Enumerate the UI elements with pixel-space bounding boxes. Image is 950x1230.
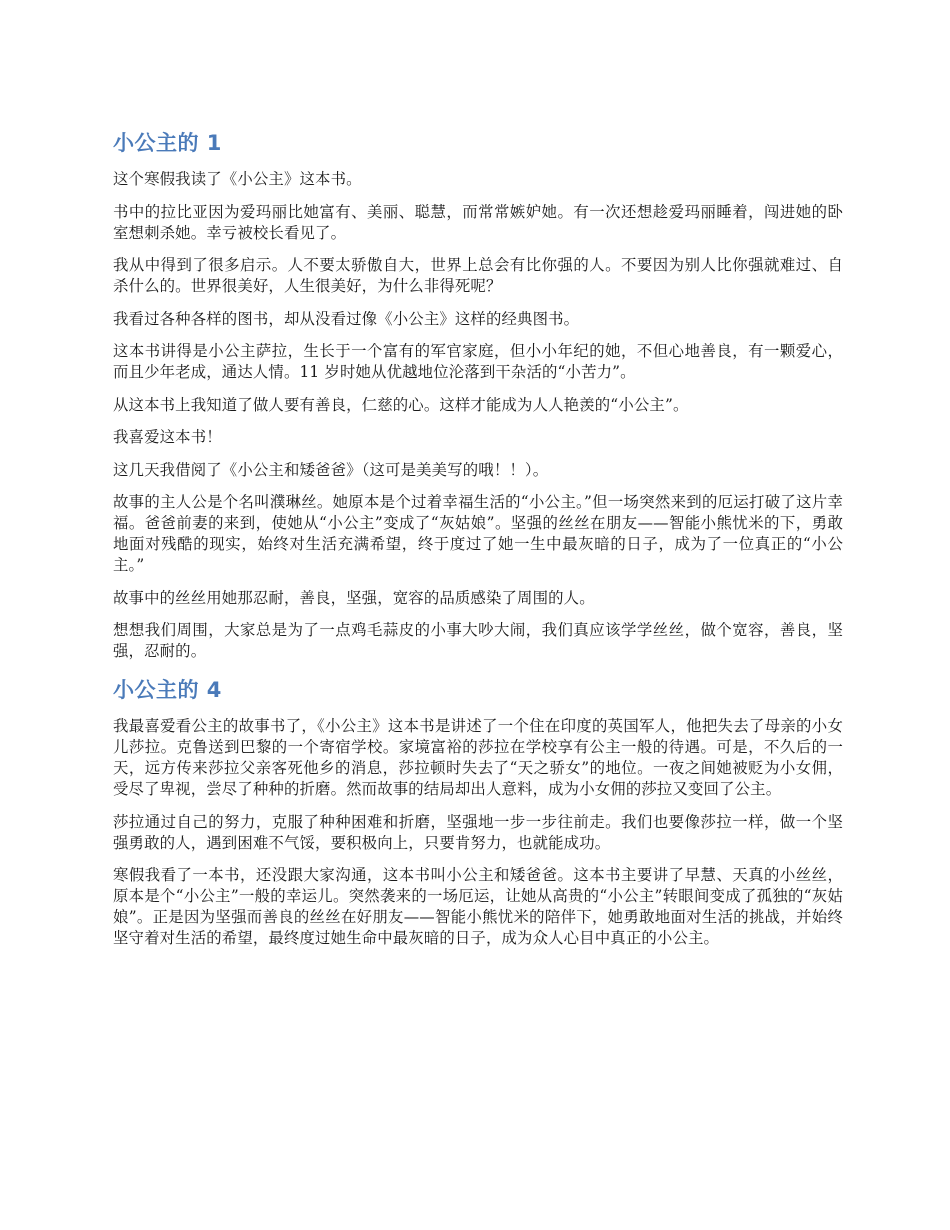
paragraph: 我喜爱这本书！ xyxy=(113,428,222,446)
paragraph: 从这本书上我知道了做人要有善良，仁慈的心。这样才能成为人人艳羡的“小公主”。 xyxy=(113,395,689,414)
paragraph: 故事的主人公是个名叫濮琳丝。她原本是个过着幸福生活的“小公主。”但一场突然来到的厄运打破了这片幸福。爸爸前妻的来到，使她从“小公主”变成了“灰姑娘”。坚强的丝丝在朋友——智能小熊忧米的下，勇敢地面对残酷的现实，始终对生活充满希望，终于度过了她一生中最灰暗的日子，成为了一位真正的“小公主。” xyxy=(113,493,843,574)
paragraph: 想想我们周围，大家总是为了一点鸡毛蒜皮的小事大吵大闹，我们真应该学学丝丝，做个宽容，善良，坚强，忍耐的。 xyxy=(113,621,843,660)
paragraph: 寒假我看了一本书，还没跟大家沟通，这本书叫小公主和矮爸爸。这本书主要讲了早慧、天真的小丝丝，原本是个“小公主”一般的幸运儿。突然袭来的一场厄运，让她从高贵的“小公主”转眼间变成了孤独的“灰姑娘”。正是因为坚强而善良的丝丝在好朋友——智能小熊忧米的陪伴下，她勇敢地面对生活的挑战，并始终坚守着对生活的希望，最终度过她生命中最灰暗的日子，成为众人心目中真正的小公主。 xyxy=(113,866,843,947)
section-heading: 小公主的 4 xyxy=(113,678,222,702)
paragraph: 莎拉通过自己的努力，克服了种种困难和折磨，坚强地一步一步往前走。我们也要像莎拉一样，做一个坚强勇敢的人，遇到困难不气馁，要积极向上，只要肯努力，也就能成功。 xyxy=(113,812,843,852)
section-heading: 小公主的 1 xyxy=(113,131,222,155)
paragraph: 我看过各种各样的图书，却从没看过像《小公主》这样的经典图书。 xyxy=(113,309,580,328)
paragraph: 我从中得到了很多启示。人不要太骄傲自大，世界上总会有比你强的人。不要因为别人比你强就难过、自杀什么的。世界很美好，人生很美好，为什么非得死呢？ xyxy=(113,256,843,295)
paragraph: 这几天我借阅了《小公主和矮爸爸》（这可是美美写的哦！！）。 xyxy=(113,460,549,479)
section-body xyxy=(113,716,843,949)
document-page xyxy=(113,0,843,961)
paragraph: 这个寒假我读了《小公主》这本书。 xyxy=(113,170,362,188)
section-body xyxy=(113,169,843,662)
paragraph: 书中的拉比亚因为爱玛丽比她富有、美丽、聪慧，而常常嫉妒她。有一次还想趁爱玛丽睡着，闯进她的卧室想刺杀她。幸亏被校长看见了。 xyxy=(113,202,843,242)
paragraph: 这本书讲得是小公主萨拉，生长于一个富有的军官家庭，但小小年纪的她，不但心地善良，有一颗爱心，而且少年老成，通达人情。11 岁时她从优越地位沦落到干杂活的“小苦力”。 xyxy=(113,342,843,381)
paragraph: 故事中的丝丝用她那忍耐，善良，坚强，宽容的品质感染了周围的人。 xyxy=(113,588,595,607)
paragraph: 我最喜爱看公主的故事书了，《小公主》这本书是讲述了一个住在印度的英国军人，他把失去了母亲的小女儿莎拉。克鲁送到巴黎的一个寄宿学校。家境富裕的莎拉在学校享有公主一般的待遇。可是，不久后的一天，远方传来莎拉父亲客死他乡的消息，莎拉顿时失去了“天之骄女”的地位。一夜之间她被贬为小女佣，受尽了卑视，尝尽了种种的折磨。然而故事的结局却出人意料，成为小女佣的莎拉又变回了公主。 xyxy=(113,717,843,798)
